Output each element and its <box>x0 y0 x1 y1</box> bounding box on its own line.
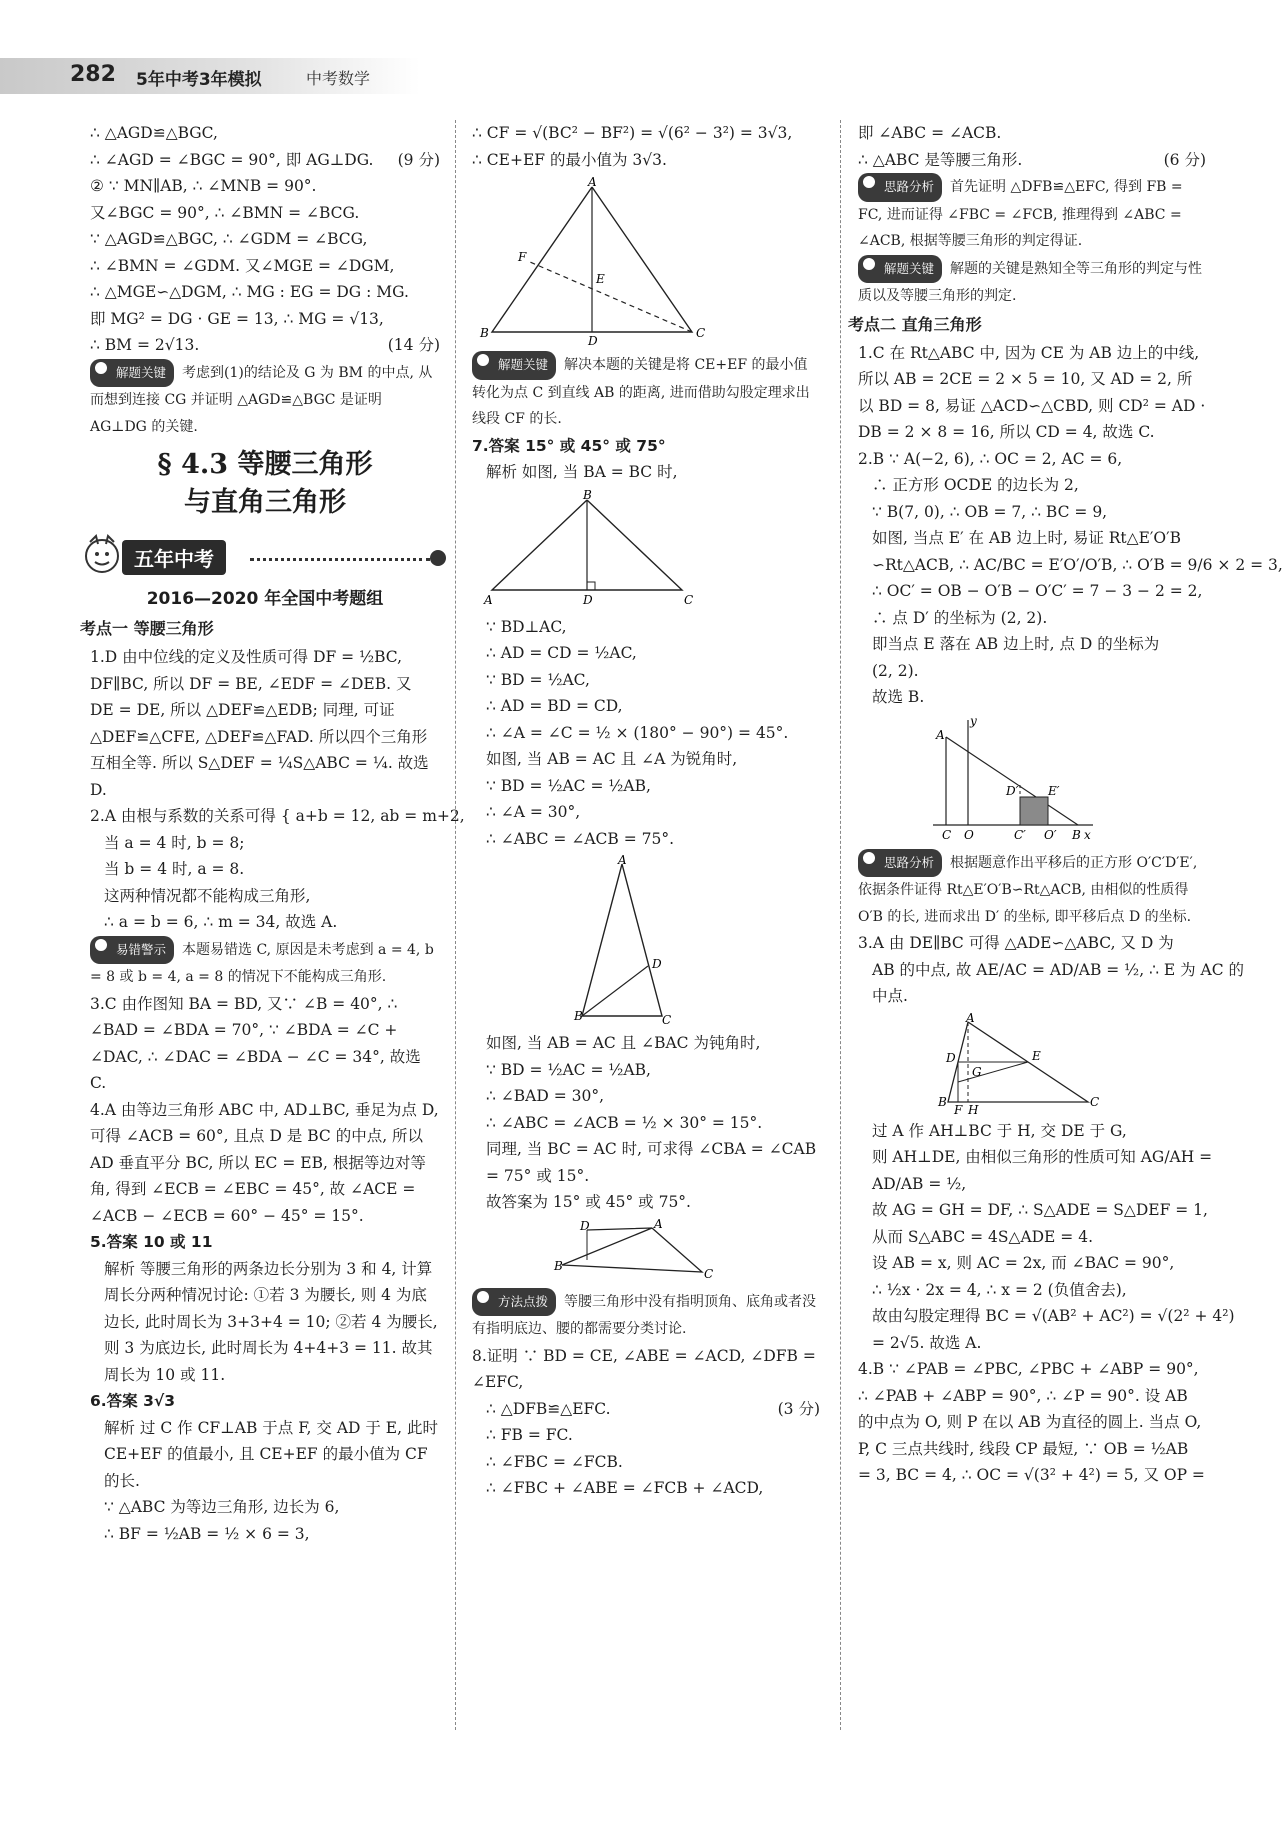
fig-label: D <box>580 1218 590 1233</box>
warning-note <box>90 936 440 991</box>
text-line: ∴ △MGE∽△DGM, ∴ MG : EG = DG : MG. <box>90 283 409 301</box>
fig-label: C <box>696 326 706 340</box>
score-label: (9 分) <box>397 150 440 169</box>
text-line: ∴ ∠A = 30°, <box>486 803 581 821</box>
question-7-answer: 7.答案 15° 或 45° 或 75° <box>472 436 666 455</box>
note-text: 首先证明 △DFB≌△EFC, 得到 FB = FC, 进而证得 ∠FBC = ∠FCB, 推理得到 ∠ABC = ∠ACB, 根据等腰三角形的判定得证. <box>858 179 1183 249</box>
score-label: (6 分) <box>1163 150 1206 169</box>
text-line <box>858 147 1206 174</box>
think-note <box>858 849 1206 931</box>
fig-label: B <box>583 487 592 502</box>
key-note <box>858 255 1206 310</box>
tag-badge: 思路分析 <box>858 849 942 878</box>
text-line: ∴ AD = CD = ½AC, <box>486 644 637 662</box>
question-6-answer: 6.答案 3√3 <box>90 1392 175 1410</box>
column-3 <box>848 120 1283 1489</box>
text-line: ∴ AD = BD = CD, <box>486 697 623 715</box>
fig-label: A <box>654 1216 663 1231</box>
text-line: 从而 S△ABC = 4S△ADE = 4. <box>872 1227 1094 1246</box>
score-label: (14 分) <box>387 336 440 354</box>
figure-obtuse-isosceles <box>472 1216 714 1284</box>
fig-label: A <box>966 1010 975 1025</box>
text-line: 3.A 由 DE∥BC 可得 △ADE∽△ABC, 又 D 为 <box>858 934 1174 952</box>
column-1 <box>80 120 465 1547</box>
question-5-text: 解析 等腰三角形的两条边长分别为 3 和 4, 计算周长分两种情况讨论: ①若 3 为腰长, 则 4 为底边长, 此时周长为 3+3+4 = 10; ②若 4 为腰长, 则 3 为底边长, 此时周长为 4+4+3 = 11. 故其周长为 10 或 11. <box>104 1259 438 1384</box>
note-text: 解题的关键是熟知全等三角形的判定与性质以及等腰三角形的判定. <box>858 260 1203 304</box>
text-span: ∴ △DFB≌△EFC. <box>486 1399 611 1418</box>
fig-label: D <box>588 334 598 348</box>
text-line: 又∠BGC = 90°, ∴ ∠BMN = ∠BCG. <box>90 203 360 222</box>
page-header <box>0 58 420 94</box>
tag-badge: 易错警示 <box>90 936 174 965</box>
text-line: ∴ ∠A = ∠C = ½ × (180° − 90°) = 45°. <box>486 723 789 742</box>
text-line: ∴ ∠ABC = ∠ACB = 75°. <box>486 829 675 848</box>
text-line: 即 ∠ABC = ∠ACB. <box>858 124 1002 142</box>
text-line: 故由勾股定理得 BC = √(AB² + AC²) = √(2² + 4²) <box>872 1307 1235 1325</box>
text-line: 如图, 当 AB = AC 且 ∠A 为锐角时, <box>486 750 738 768</box>
text-line: (2, 2). <box>872 661 919 680</box>
text-line: = 2√5. 故选 A. <box>872 1333 982 1352</box>
fig-label: C <box>1090 1094 1100 1109</box>
text-line: 中点. <box>872 987 908 1005</box>
text-line: ∴ OC′ = OB − O′B − O′C′ = 7 − 3 − 2 = 2, <box>872 582 1203 600</box>
text-line <box>472 1396 820 1423</box>
question-2-head: 2.A 由根与系数的关系可得 { a+b = 12, ab = m+2, <box>90 807 465 825</box>
figure-acute-isosceles <box>472 853 712 1027</box>
text-line: 则 AH⊥DE, 由相似三角形的性质可知 AG/AH = <box>872 1148 1213 1166</box>
text-line: 当 a = 4 时, b = 8; <box>104 833 245 852</box>
note-text: 根据题意作出平移后的正方形 O′C′D′E′, 依据条件证得 Rt△E′O′B∽Rt△ACB, 由相似的性质得 O′B 的长, 进而求出 D′ 的坐标, 即平移后点 D 的坐标. <box>858 854 1198 925</box>
fig-label: y <box>970 713 977 728</box>
text-line: ∴ ∠BAD = 30°, <box>486 1087 605 1105</box>
text-line: 即 MG² = DG · GE = 13, ∴ MG = √13, <box>90 309 384 328</box>
fig-label: B <box>574 1009 583 1023</box>
tag-badge: 解题关键 <box>472 351 556 380</box>
fig-label: A <box>618 853 627 867</box>
fig-label: C <box>942 827 952 842</box>
note-text: 考虑到(1)的结论及 G 为 BM 的中点, 从而想到连接 CG 并证明 △AGD≌△BGC 是证明 AG⊥DG 的关键. <box>90 364 433 435</box>
fig-label: B <box>938 1094 947 1109</box>
text-line: 2.B ∵ A(−2, 6), ∴ OC = 2, AC = 6, <box>858 449 1123 468</box>
text-line: ∴ FB = FC. <box>486 1426 573 1444</box>
text-line: ∴ △AGD≌△BGC, <box>90 124 218 142</box>
text-line: AB 的中点, 故 AE/AC = AD/AB = ½, ∴ E 为 AC 的 <box>872 960 1245 979</box>
fig-label: O <box>964 827 974 842</box>
text-line: ∵ BD = ½AC = ½AB, <box>486 1060 651 1079</box>
tag-badge: 思路分析 <box>858 173 942 202</box>
section-title-line-1: § 4.3 等腰三角形 <box>157 449 373 480</box>
key-note <box>472 351 820 433</box>
text-span: ∴ ∠AGD = ∠BGC = 90°, 即 AG⊥DG. <box>90 150 374 169</box>
text-line: ∴ BF = ½AB = ½ × 6 = 3, <box>104 1524 310 1543</box>
question-5-answer: 5.答案 10 或 11 <box>90 1233 213 1251</box>
kaodian-title: 考点一 等腰三角形 <box>80 619 214 638</box>
text-line: ∵ BD = ½AC = ½AB, <box>486 776 651 795</box>
text-line: 如图, 当点 E′ 在 AB 边上时, 易证 Rt△E′O′B <box>872 529 1182 547</box>
banner-dots <box>250 558 430 561</box>
question-8-head: 8.证明 ∵ BD = CE, ∠ABE = ∠ACD, ∠DFB = ∠EFC, <box>472 1346 816 1391</box>
section-title-line-2: 与直角三角形 <box>184 487 346 518</box>
text-line: ∵ BD = ½AC, <box>486 670 590 689</box>
text-line: ∽Rt△ACB, ∴ AC/BC = E′O′/O′B, ∴ O′B = 9/6 × 2 = 3, <box>872 555 1283 574</box>
text-line: 故选 B. <box>872 688 925 706</box>
fig-label: A <box>484 592 493 607</box>
tag-badge: 解题关键 <box>858 255 942 284</box>
fig-label: C′ <box>1014 827 1026 842</box>
fig-label: x <box>1084 827 1091 842</box>
text-line: ∵ B(7, 0), ∴ OB = 7, ∴ BC = 9, <box>872 502 1108 521</box>
text-span: ∴ △ABC 是等腰三角形. <box>858 150 1023 169</box>
question-4: 4.A 由等边三角形 ABC 中, AD⊥BC, 垂足为点 D, 可得 ∠ACB = 60°, 且点 D 是 BC 的中点, 所以 AD 垂直平分 BC, 所以 EC = EB, 根据等边对等角, 得到 ∠ECB = ∠EBC = 45°, 故 ∠ACE = ∠ACB − ∠ECB = 60° − 45° = 15°. <box>90 1100 439 1225</box>
text-line <box>90 332 440 359</box>
text-line: ∴ 正方形 OCDE 的边长为 2, <box>872 476 1079 494</box>
text-line: 如图, 当 AB = AC 且 ∠BAC 为钝角时, <box>486 1034 761 1052</box>
fig-label: D <box>583 592 593 607</box>
fig-label: F <box>954 1102 963 1117</box>
text-line: 设 AB = x, 则 AC = 2x, 而 ∠BAC = 90°, <box>872 1254 1175 1272</box>
banner-dot <box>430 550 446 566</box>
fig-label: B <box>480 326 489 340</box>
text-line: ∵ △ABC 为等边三角形, 边长为 6, <box>104 1498 340 1516</box>
question-6-text: 解析 过 C 作 CF⊥AB 于点 F, 交 AD 于 E, 此时 CE+EF 的值最小, 且 CE+EF 的最小值为 CF 的长. <box>104 1418 438 1490</box>
subject-label: 中考数学 <box>306 69 371 88</box>
book-title: 5年中考3年模拟 <box>136 70 262 90</box>
top-edge <box>0 0 1250 12</box>
text-line: ∴ ∠FBC + ∠ABE = ∠FCB + ∠ACD, <box>486 1479 764 1497</box>
text-line: 解析 如图, 当 BA = BC 时, <box>486 463 678 481</box>
fig-label: C <box>684 592 694 607</box>
fig-label: C <box>704 1266 714 1281</box>
mascot-icon <box>80 532 124 576</box>
text-line: 即当点 E 落在 AB 边上时, 点 D 的坐标为 <box>872 635 1160 653</box>
text-line: 过 A 作 AH⊥BC 于 H, 交 DE 于 G, <box>872 1121 1127 1140</box>
banner-label: 五年中考 <box>122 540 226 575</box>
key-note <box>90 359 440 441</box>
tag-badge: 方法点拨 <box>472 1288 556 1317</box>
column-2 <box>472 120 820 1502</box>
note-text: 等腰三角形中没有指明顶角、底角或者没有指明底边、腰的都需要分类讨论. <box>472 1293 817 1337</box>
fig-label: B <box>554 1258 563 1273</box>
text-line: ∵ △AGD≌△BGC, ∴ ∠GDM = ∠BCG, <box>90 230 368 248</box>
text-line: ∵ BD⊥AC, <box>486 617 567 636</box>
method-note <box>472 1288 820 1343</box>
text-line: ∴ CF = √(BC² − BF²) = √(6² − 3²) = 3√3, <box>472 124 793 142</box>
fig-label: E′ <box>1048 783 1060 798</box>
fig-label: F <box>518 250 527 264</box>
section-title <box>90 446 440 522</box>
fig-label: O′ <box>1044 827 1057 842</box>
text-line: ② ∵ MN∥AB, ∴ ∠MNB = 90°. <box>90 177 317 195</box>
text-line: ∴ ∠BMN = ∠GDM. 又∠MGE = ∠DGM, <box>90 256 395 275</box>
banner <box>80 532 440 576</box>
note-text: 本题易错选 C, 原因是未考虑到 a = 4, b = 8 或 b = 4, a = 8 的情况下不能构成三角形. <box>90 941 434 985</box>
figure-isosceles-right <box>472 487 712 610</box>
tag-badge: 解题关键 <box>90 359 174 388</box>
text-line: ∴ ½x · 2x = 4, ∴ x = 2 (负值舍去), <box>872 1280 1127 1299</box>
figure-coordinate <box>858 715 1098 845</box>
text-line: 这两种情况都不能构成三角形, <box>104 886 311 905</box>
text-line <box>90 147 440 174</box>
think-note <box>858 173 1206 255</box>
question-1: 1.C 在 Rt△ABC 中, 因为 CE 为 AB 边上的中线, 所以 AB = 2CE = 2 × 5 = 10, 又 AD = 2, 所以 BD = 8, 易证 △ACD∽△CBD, 则 CD² = AD · DB = 2 × 8 = 16, 所以 CD = 4, 故选 C. <box>858 343 1206 441</box>
text-line: 故答案为 15° 或 45° 或 75°. <box>486 1193 691 1211</box>
text-line: ∴ ∠FBC = ∠FCB. <box>486 1452 623 1471</box>
fig-label: D <box>946 1050 956 1065</box>
figure-right-triangle <box>858 1010 1100 1117</box>
kaodian-title: 考点二 直角三角形 <box>848 314 982 334</box>
column-divider-1 <box>455 120 456 1730</box>
fig-label: D′ <box>1006 783 1019 798</box>
text-line: ∴ CE+EF 的最小值为 3√3. <box>472 150 667 169</box>
text-line: 同理, 当 BC = AC 时, 可求得 ∠CBA = ∠CAB = 75° 或 15°. <box>486 1140 817 1185</box>
fig-label: A <box>936 727 945 742</box>
fig-label: A <box>588 175 597 189</box>
text-span: ∴ BM = 2√13. <box>90 336 200 354</box>
column-divider-2 <box>840 120 841 1730</box>
question-1: 1.D 由中位线的定义及性质可得 DF = ½BC, DF∥BC, 所以 DF = BE, ∠EDF = ∠DEB. 又 DE = DE, 所以 △DEF≌△EDB; 同理, 可证 △DEF≌△CFE, △DEF≌△FAD. 所以四个三角形互相全等. 所以 S△DEF = ¼S△ABC = ¼. 故选 D. <box>90 648 429 799</box>
text-line: ∴ ∠ABC = ∠ACB = ½ × 30° = 15°. <box>486 1113 763 1132</box>
fig-label: H <box>968 1102 979 1117</box>
fig-label: E <box>596 272 605 286</box>
question-3: 3.C 由作图知 BA = BD, 又∵ ∠B = 40°, ∴ ∠BAD = ∠BDA = 70°, ∵ ∠BDA = ∠C + ∠DAC, ∴ ∠DAC = ∠BDA − ∠C = 34°, 故选 C. <box>90 994 421 1092</box>
text-line: 故 AG = GH = DF, ∴ S△ADE = S△DEF = 1, <box>872 1201 1208 1219</box>
text-line: ∴ a = b = 6, ∴ m = 34, 故选 A. <box>104 913 338 931</box>
fig-label: D <box>652 957 662 971</box>
text-line: AD/AB = ½, <box>872 1174 967 1193</box>
figure-equilateral <box>472 177 712 347</box>
fig-label: C <box>662 1013 672 1027</box>
note-text: 解决本题的关键是将 CE+EF 的最小值转化为点 C 到直线 AB 的距离, 进而借助勾股定理求出线段 CF 的长. <box>472 357 810 427</box>
question-4: 4.B ∵ ∠PAB = ∠PBC, ∠PBC + ∠ABP = 90°, ∴ ∠PAB + ∠ABP = 90°, ∴ ∠P = 90°. 设 AB 的中点为 O, 则 P 在以 AB 为直径的圆上. 当点 O, P, C 三点共线时, 线段 CP 最短, ∵ OB = ½AB = 3, BC = 4, ∴ OC = √(3² + 4²) = 5, 又 OP = <box>858 1360 1205 1484</box>
group-title: 2016—2020 年全国中考题组 <box>146 589 384 609</box>
score-label: (3 分) <box>777 1399 820 1418</box>
fig-label: G <box>972 1064 982 1079</box>
page-number: 282 <box>70 62 116 87</box>
fig-label: E <box>1032 1048 1041 1063</box>
text-line: ∴ 点 D′ 的坐标为 (2, 2). <box>872 608 1048 627</box>
fig-label: B <box>1072 827 1081 842</box>
text-line: 当 b = 4 时, a = 8. <box>104 860 245 878</box>
